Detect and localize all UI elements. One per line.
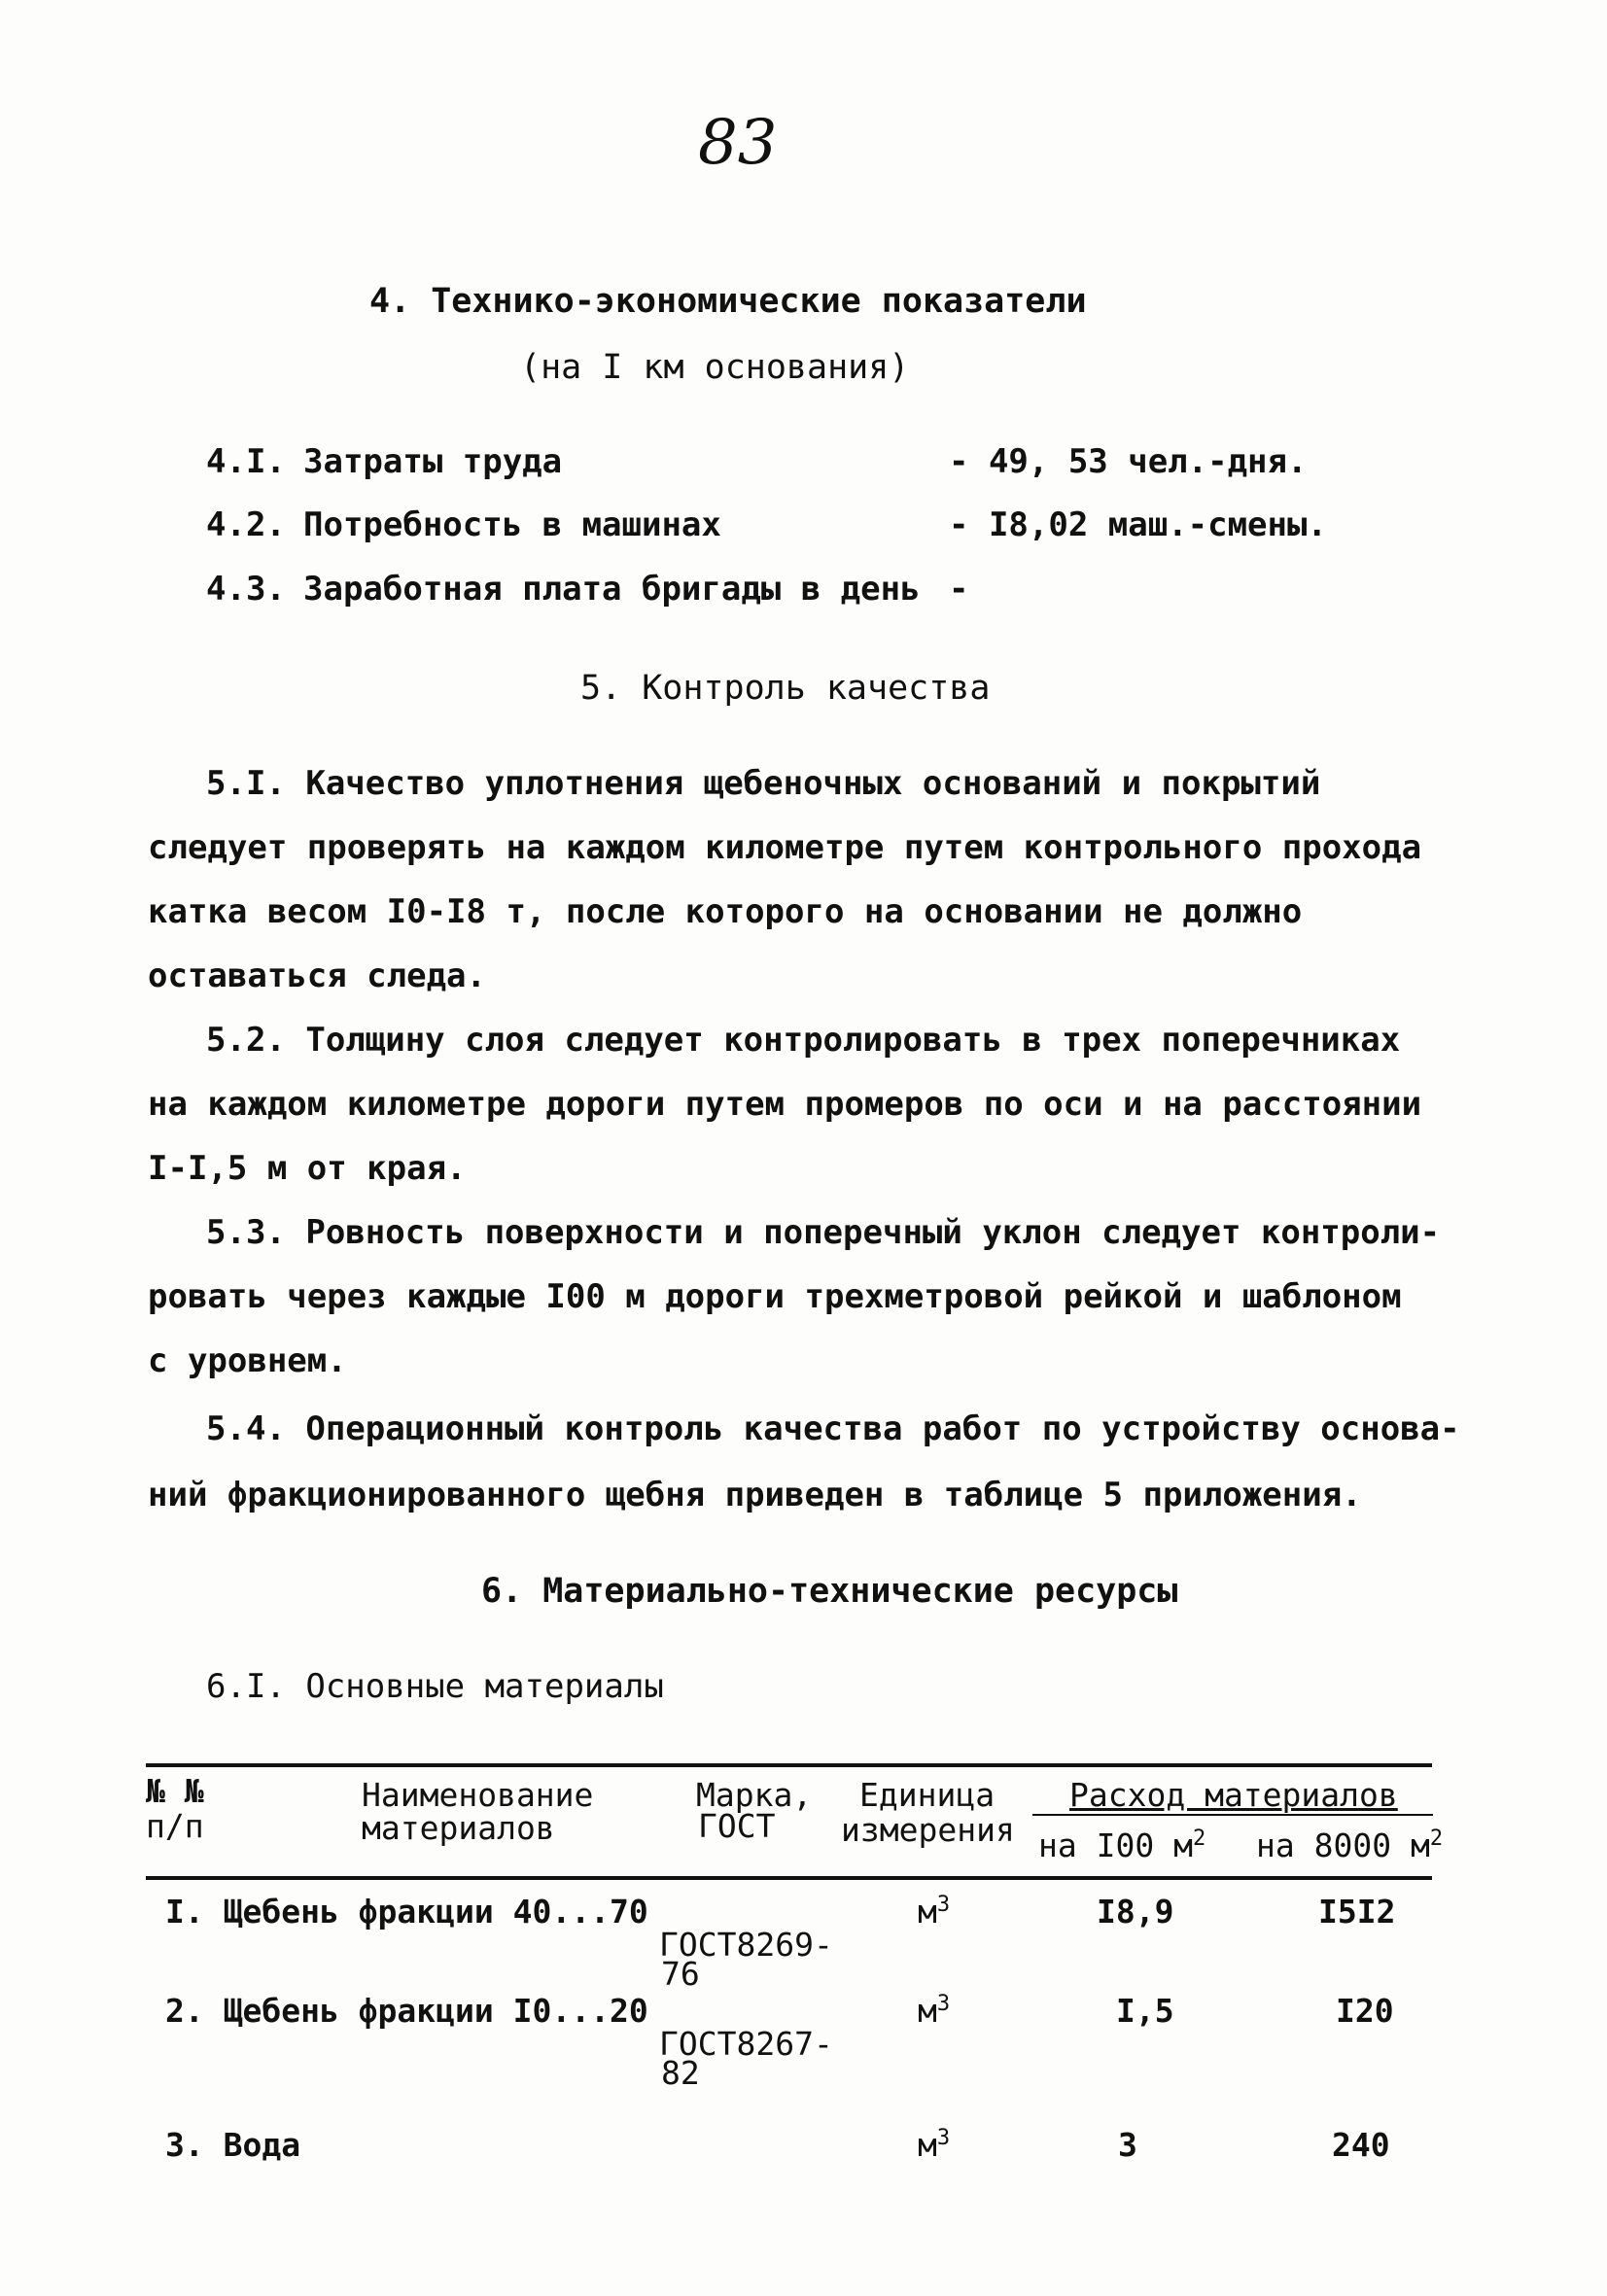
para-5-3-line-2: ровать через каждые I00 м дороги трехметровой рейкой и шаблоном	[148, 1277, 1402, 1316]
para-5-3-line-3: с уровнем.	[148, 1341, 347, 1380]
section-4-subtitle: (на I км основания)	[520, 348, 910, 387]
item-4-1-value: - 49, 53 чел.-дня.	[949, 442, 1308, 481]
per100-area-exponent: 2	[1192, 1826, 1206, 1851]
col-unit-header-1: Единица	[859, 1776, 996, 1814]
table-row-3-unit: $м^3$	[918, 2126, 951, 2164]
para-5-1-line-3: катка весом I0-I8 т, после которого на основании не должно	[148, 892, 1303, 931]
para-5-4-line-1: 5.4. Операционный контроль качества работ по устройству основа-	[206, 1409, 1460, 1448]
col-name-header-1: Наименование	[362, 1776, 594, 1814]
para-5-2-line-1: 5.2. Толщину слоя следует контролировать в трех поперечниках	[206, 1021, 1401, 1060]
table-row-1-per8000: I5I2	[1318, 1893, 1396, 1931]
col-mark-header-1: Марка,	[696, 1776, 813, 1814]
section-5-title: 5. Контроль качества	[580, 669, 991, 708]
item-4-2-value: - I8,02 маш.-смены.	[949, 505, 1327, 544]
item-4-3-label: Заработная плата бригады в день	[303, 570, 921, 609]
para-5-4-line-2: ний фракционированного щебня приведен в таблице 5 приложения.	[148, 1476, 1362, 1514]
table-row-2-name: 2. Щебень фракции I0...20	[165, 1992, 648, 2030]
table-row-3-name: 3. Вода	[165, 2126, 301, 2164]
para-5-1-line-1: 5.I. Качество уплотнения щебеночных оснований и покрытий	[206, 764, 1321, 803]
table-row-2-gost-1: ГОСТ8267-	[659, 2025, 833, 2063]
table-row-2-per100: I,5	[1116, 1992, 1174, 2030]
col-unit-header-2: измерения	[841, 1811, 1015, 1849]
table-row-2-gost-2: 82	[661, 2054, 700, 2092]
col-mark-header-2: ГОСТ	[698, 1807, 776, 1845]
table-row-1-per100: I8,9	[1097, 1893, 1174, 1931]
section-4-title: 4. Технико-экономические показатели	[369, 282, 1087, 321]
table-row-1-gost-2: 76	[661, 1955, 700, 1993]
col-per100-header: на I00 $м^2$	[1038, 1826, 1206, 1864]
table-header-bottom-rule	[146, 1876, 1432, 1880]
section-6-title: 6. Материально-технические ресурсы	[481, 1572, 1178, 1611]
table-row-3-per8000: 240	[1332, 2126, 1390, 2164]
item-4-1-label: Затраты труда	[303, 442, 563, 481]
page-number: 83	[698, 107, 778, 179]
para-5-2-line-2: на каждом километре дороги путем промеров по оси и на расстоянии	[148, 1085, 1422, 1124]
para-5-3-line-1: 5.3. Ровность поверхности и поперечный уклон следует контроли-	[206, 1213, 1441, 1252]
col-num-header-2: п/п	[146, 1807, 204, 1845]
table-row-1-gost-1: ГОСТ8269-	[659, 1926, 833, 1964]
table-row-3-per100: 3	[1118, 2126, 1137, 2164]
col-per8000-header: на 8000 $м^2$	[1256, 1826, 1444, 1864]
col-consumption-header: Расход материалов	[1069, 1776, 1398, 1814]
table-row-2-unit: $м^3$	[918, 1992, 951, 2030]
section-6-1-subtitle: 6.I. Основные материалы	[206, 1667, 664, 1706]
consumption-subheader-rule	[1032, 1814, 1433, 1816]
para-5-1-line-2: следует проверять на каждом километре путем контрольного прохода	[148, 828, 1422, 867]
table-top-rule	[146, 1763, 1432, 1767]
per8000-area-exponent: 2	[1429, 1826, 1444, 1851]
para-5-2-line-3: I-I,5 м от края.	[148, 1149, 467, 1188]
col-name-header-2: материалов	[362, 1809, 555, 1847]
table-row-1-name: I. Щебень фракции 40...70	[165, 1893, 648, 1931]
item-4-2-label: Потребность в машинах	[303, 505, 721, 544]
col-num-header-1: № №	[146, 1772, 204, 1810]
item-4-3-value: -	[949, 570, 969, 609]
table-row-1-unit: $м^3$	[918, 1893, 951, 1931]
table-row-2-per8000: I20	[1336, 1992, 1394, 2030]
item-4-3-num: 4.3.	[206, 570, 286, 609]
item-4-1-num: 4.I.	[206, 442, 286, 481]
item-4-2-num: 4.2.	[206, 505, 286, 544]
para-5-1-line-4: оставаться следа.	[148, 957, 486, 995]
